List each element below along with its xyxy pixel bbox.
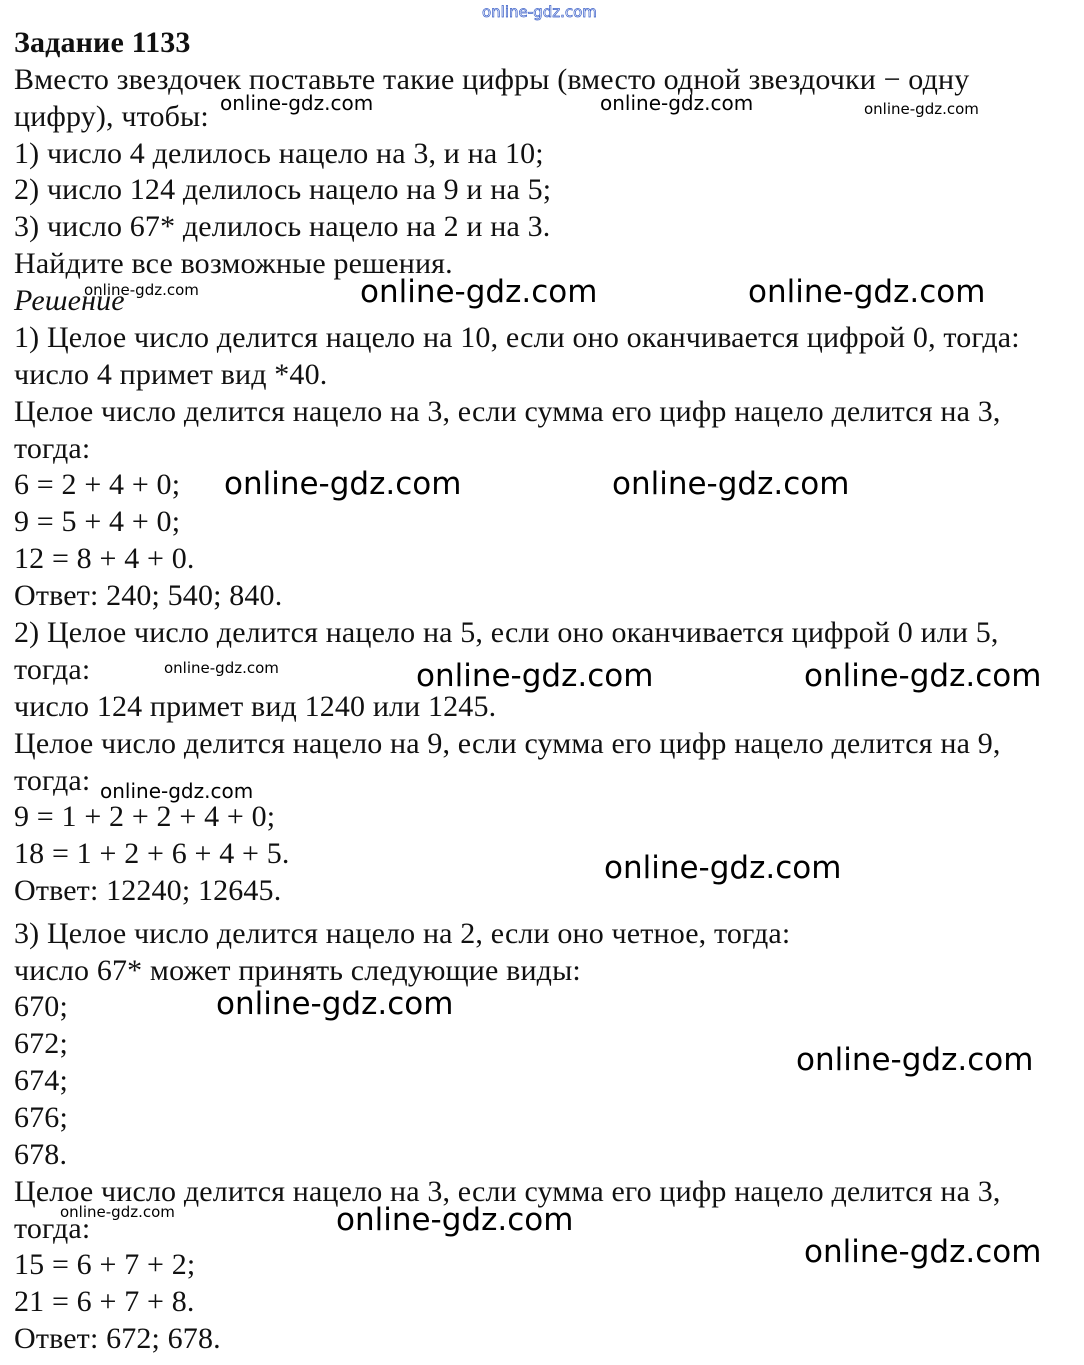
watermark: online-gdz.com: [216, 986, 454, 1022]
problem-item-3: 3) число 67* делилось нацело на 2 и на 3.: [14, 210, 551, 243]
watermark: online-gdz.com: [416, 658, 654, 694]
part1-equation-3: 12 = 8 + 4 + 0.: [14, 542, 195, 575]
part2-line-3: число 124 примет вид 1240 или 1245.: [14, 690, 497, 723]
problem-line-1: Вместо звездочек поставьте такие цифры (вместо одной звездочки − одну: [14, 63, 970, 96]
watermark: online-gdz.com: [100, 779, 254, 803]
watermark: online-gdz.com: [804, 658, 1042, 694]
watermark: online-gdz.com: [864, 100, 979, 118]
part1-equation-2: 9 = 5 + 4 + 0;: [14, 505, 181, 538]
problem-find-all: Найдите все возможные решения.: [14, 247, 453, 280]
solution-label: Решение: [14, 284, 125, 317]
watermark: online-gdz.com: [612, 466, 850, 502]
part1-line-2: число 4 примет вид *40.: [14, 358, 328, 391]
part3-answer: Ответ: 672; 678.: [14, 1322, 221, 1355]
watermark: online-gdz.com: [164, 659, 279, 677]
task-title: Задание 1133: [14, 26, 191, 59]
watermark: online-gdz.com: [804, 1234, 1042, 1270]
part2-line-2: тогда:: [14, 653, 91, 686]
watermark: online-gdz.com: [224, 466, 462, 502]
part1-line-4: тогда:: [14, 432, 91, 465]
watermark: online-gdz.com: [748, 274, 986, 310]
part3-equation-2: 21 = 6 + 7 + 8.: [14, 1285, 195, 1318]
watermark: online-gdz.com: [60, 1203, 175, 1221]
part2-equation-1: 9 = 1 + 2 + 2 + 4 + 0;: [14, 800, 276, 833]
watermark: online-gdz.com: [360, 274, 598, 310]
part1-line-1: 1) Целое число делится нацело на 10, если оно оканчивается цифрой 0, тогда:: [14, 321, 1020, 354]
part2-line-1: 2) Целое число делится нацело на 5, если оно оканчивается цифрой 0 или 5,: [14, 616, 999, 649]
part1-equation-1: 6 = 2 + 4 + 0;: [14, 468, 181, 501]
part3-equation-1: 15 = 6 + 7 + 2;: [14, 1248, 196, 1281]
watermark: online-gdz.com: [796, 1042, 1034, 1078]
problem-line-2: цифру), чтобы:: [14, 100, 209, 133]
watermark: online-gdz.com: [600, 91, 754, 115]
part1-line-3: Целое число делится нацело на 3, если сумма его цифр нацело делится на 3,: [14, 395, 1001, 428]
watermark: online-gdz.com: [336, 1202, 574, 1238]
part3-value-3: 674;: [14, 1064, 68, 1097]
watermark: online-gdz.com: [220, 91, 374, 115]
part3-value-2: 672;: [14, 1027, 68, 1060]
part3-value-1: 670;: [14, 990, 68, 1023]
part3-value-4: 676;: [14, 1101, 68, 1134]
part1-answer: Ответ: 240; 540; 840.: [14, 579, 283, 612]
part2-answer: Ответ: 12240; 12645.: [14, 874, 282, 907]
part3-value-5: 678.: [14, 1138, 68, 1171]
problem-item-1: 1) число 4 делилось нацело на 3, и на 10;: [14, 137, 544, 170]
problem-item-2: 2) число 124 делилось нацело на 9 и на 5;: [14, 173, 552, 206]
watermark: online-gdz.com: [84, 281, 199, 299]
part3-line-2: число 67* может принять следующие виды:: [14, 954, 581, 987]
part2-line-4: Целое число делится нацело на 9, если сумма его цифр нацело делится на 9,: [14, 727, 1001, 760]
part2-equation-2: 18 = 1 + 2 + 6 + 4 + 5.: [14, 837, 290, 870]
part2-line-5: тогда:: [14, 764, 91, 797]
part3-line-4: тогда:: [14, 1212, 91, 1245]
watermark: online-gdz.com: [482, 3, 597, 21]
part3-line-3: Целое число делится нацело на 3, если сумма его цифр нацело делится на 3,: [14, 1175, 1001, 1208]
part3-line-1: 3) Целое число делится нацело на 2, если оно четное, тогда:: [14, 917, 791, 950]
watermark: online-gdz.com: [604, 850, 842, 886]
